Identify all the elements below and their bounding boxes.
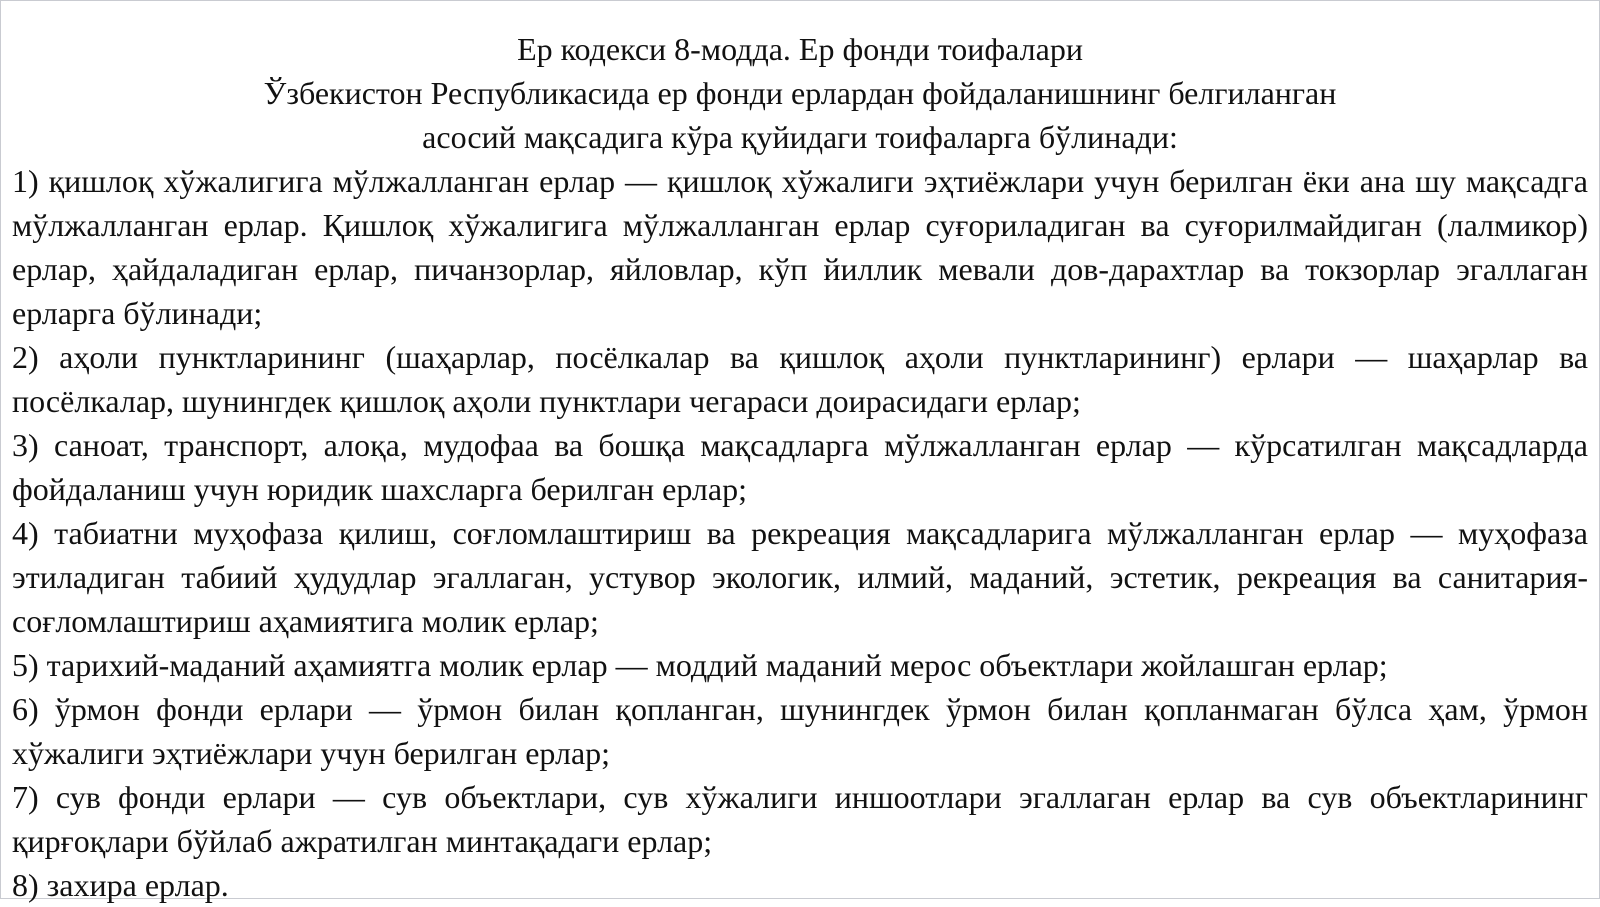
intro-line-2: асосий мақсадига кўра қуйидаги тоифаларга бўлинади: bbox=[422, 119, 1178, 155]
list-item-5: 5) тарихий-маданий аҳамиятга молик ерлар — моддий маданий мерос объектлари жойлашган ерлар; bbox=[12, 647, 1388, 683]
document-page bbox=[12, 27, 1588, 907]
list-item-6: 6) ўрмон фонди ерлари — ўрмон билан қопланган, шунингдек ўрмон билан қопланмаган бўлса ҳам, ўрмон хўжалиги эҳтиёжлари учун берилган ерлар; bbox=[12, 691, 1588, 771]
list-item-1: 1) қишлоқ хўжалигига мўлжалланган ерлар — қишлоқ хўжалиги эҳтиёжлари учун берилган ёки ана шу мақсадга мўлжалланган ерлар. Қишлоқ хўжалигига мўлжалланган ерлар суғориладиган ва суғорилмайдиган (лалмикор) ерлар, ҳайдаладиган ерлар, пичанзорлар, яйловлар, кўп йиллик мевали дов-дарахтлар ва токзорлар эгаллаган ерларга бўлинади; bbox=[12, 163, 1588, 331]
document-heading bbox=[12, 27, 1588, 159]
list-item-8: 8) захира ерлар. bbox=[12, 867, 229, 903]
list-item-3: 3) саноат, транспорт, алоқа, мудофаа ва бошқа мақсадларга мўлжалланган ерлар — кўрсатилган мақсадларда фойдаланиш учун юридик шахсларга берилган ерлар; bbox=[12, 427, 1588, 507]
list-item-7: 7) сув фонди ерлари — сув объектлари, сув хўжалиги иншоотлари эгаллаган ерлар ва сув объектларининг қирғоқлари бўйлаб ажратилган минтақадаги ерлар; bbox=[12, 779, 1588, 859]
article-title: Ер кодекси 8-модда. Ер фонди тоифалари bbox=[517, 31, 1083, 67]
intro-line-1: Ўзбекистон Республикасида ер фонди ерлардан фойдаланишнинг белгиланган bbox=[263, 75, 1337, 111]
list-item-2: 2) аҳоли пунктларининг (шаҳарлар, посёлкалар ва қишлоқ аҳоли пунктларининг) ерлари — шаҳарлар ва посёлкалар, шунингдек қишлоқ аҳоли пунктлари чегараси доирасидаги ерлар; bbox=[12, 339, 1588, 419]
list-item-4: 4) табиатни муҳофаза қилиш, соғломлаштириш ва рекреация мақсадларига мўлжалланган ерлар — муҳофаза этиладиган табиий ҳудудлар эгаллаган, устувор экологик, илмий, маданий, эстетик, рекреация ва санитария-соғломлаштириш аҳамиятига молик ерлар; bbox=[12, 515, 1588, 639]
